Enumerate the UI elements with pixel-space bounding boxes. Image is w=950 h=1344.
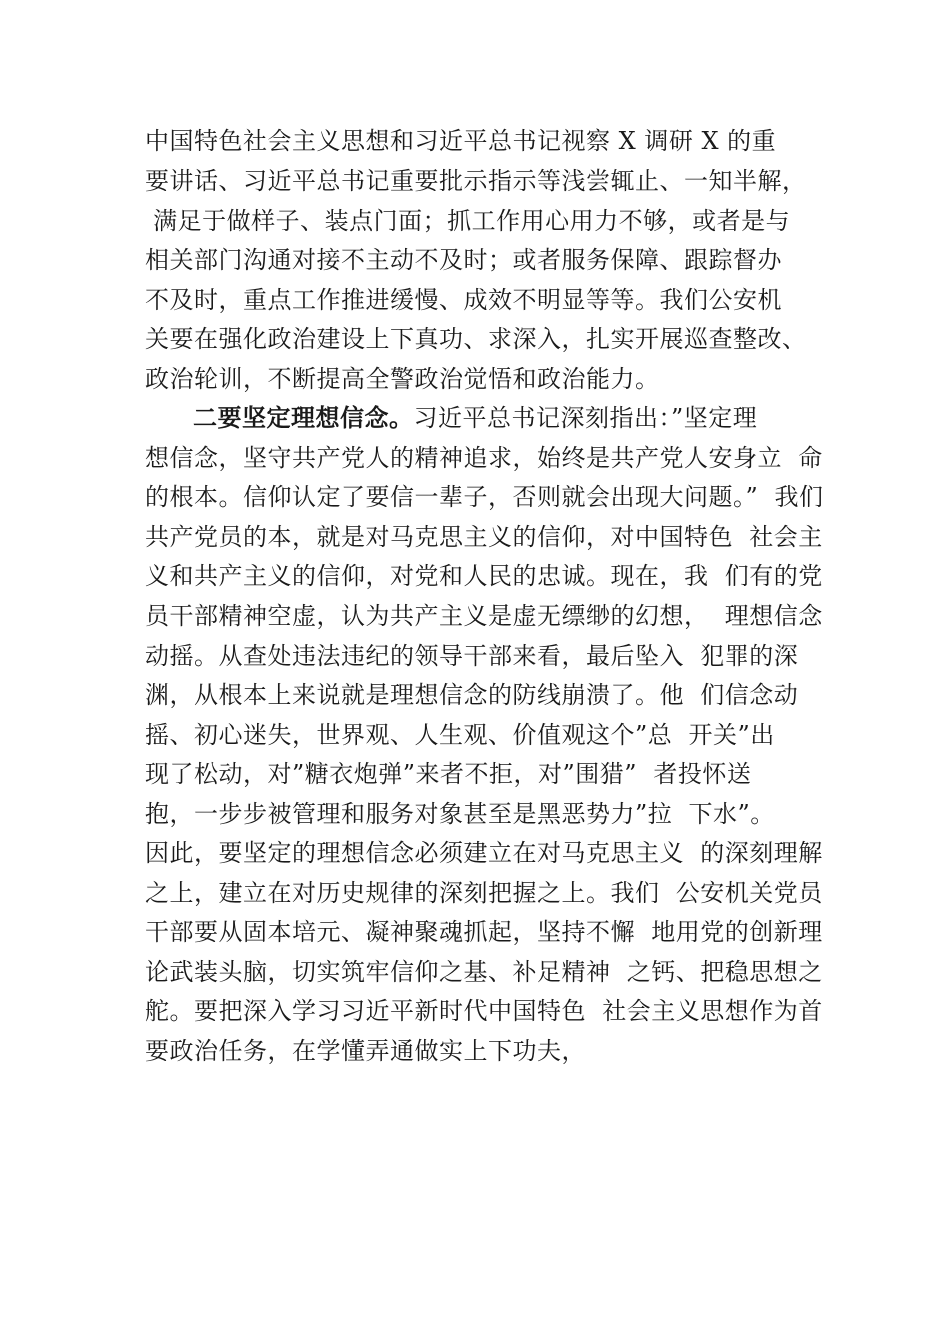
text-line: 不及时，重点工作推进缓慢、成效不明显等等。我们公安机 bbox=[145, 286, 782, 314]
text-line: 摇、初心迷失，世界观、人生观、价值观这个”总 开关”出 bbox=[145, 721, 775, 749]
text-line: 共产党员的本，就是对马克思主义的信仰，对中国特色 社会主 bbox=[145, 523, 823, 551]
text-line: 要政治任务，在学懂弄通做实上下功夫， bbox=[145, 1037, 586, 1065]
text-line: 员干部精神空虚，认为共产主义是虚无缥缈的幻想， 理想信念 bbox=[145, 602, 823, 630]
paragraph-first-line bbox=[193, 402, 757, 434]
text-line: 中国特色社会主义思想和习近平总书记视察 X 调研 X 的重 bbox=[145, 127, 777, 155]
text-line: 满足于做样子、装点门面；抓工作用心用力不够，或者是与 bbox=[145, 207, 791, 235]
text-span: 习近平总书记深刻指出：”坚定理 bbox=[413, 404, 758, 432]
text-line: 关要在强化政治建设上下真功、求深入，扎实开展巡查整改、 bbox=[145, 325, 807, 353]
text-line: 政治轮训，不断提高全警政治觉悟和政治能力。 bbox=[145, 365, 660, 393]
text-line: 渊，从根本上来说就是理想信念的防线崩溃了。他 们信念动 bbox=[145, 681, 799, 709]
text-line: 的根本。信仰认定了要信一辈子，否则就会出现大问题。” 我们 bbox=[145, 483, 824, 511]
text-line: 相关部门沟通对接不主动不及时；或者服务保障、跟踪督办 bbox=[145, 246, 782, 274]
text-line: 干部要从固本培元、凝神聚魂抓起，坚持不懈 地用党的创新理 bbox=[145, 918, 823, 946]
text-line: 动摇。从查处违法违纪的领导干部来看，最后坠入 犯罪的深 bbox=[145, 642, 799, 670]
text-line: 论武装头脑，切实筑牢信仰之基、补足精神 之钙、把稳思想之 bbox=[145, 958, 823, 986]
text-line: 因此，要坚定的理想信念必须建立在对马克思主义 的深刻理解 bbox=[145, 839, 823, 867]
text-line: 想信念，坚守共产党人的精神追求，始终是共产党人安身立 命 bbox=[145, 444, 823, 472]
text-line: 之上，建立在对历史规律的深刻把握之上。我们 公安机关党员 bbox=[145, 879, 823, 907]
text-line: 抱，一步步被管理和服务对象甚至是黑恶势力”拉 下水”。 bbox=[145, 800, 775, 828]
text-line: 舵。要把深入学习习近平新时代中国特色 社会主义思想作为首 bbox=[145, 997, 823, 1025]
text-line: 义和共产主义的信仰，对党和人民的忠诚。现在，我 们有的党 bbox=[145, 562, 823, 590]
text-line: 要讲话、习近平总书记重要批示指示等浅尝辄止、一知半解， bbox=[145, 167, 807, 195]
section-heading: 二要坚定理想信念。 bbox=[193, 403, 414, 432]
text-line: 现了松动，对”糖衣炮弹”来者不拒，对”围猎” 者投怀送 bbox=[145, 760, 752, 788]
